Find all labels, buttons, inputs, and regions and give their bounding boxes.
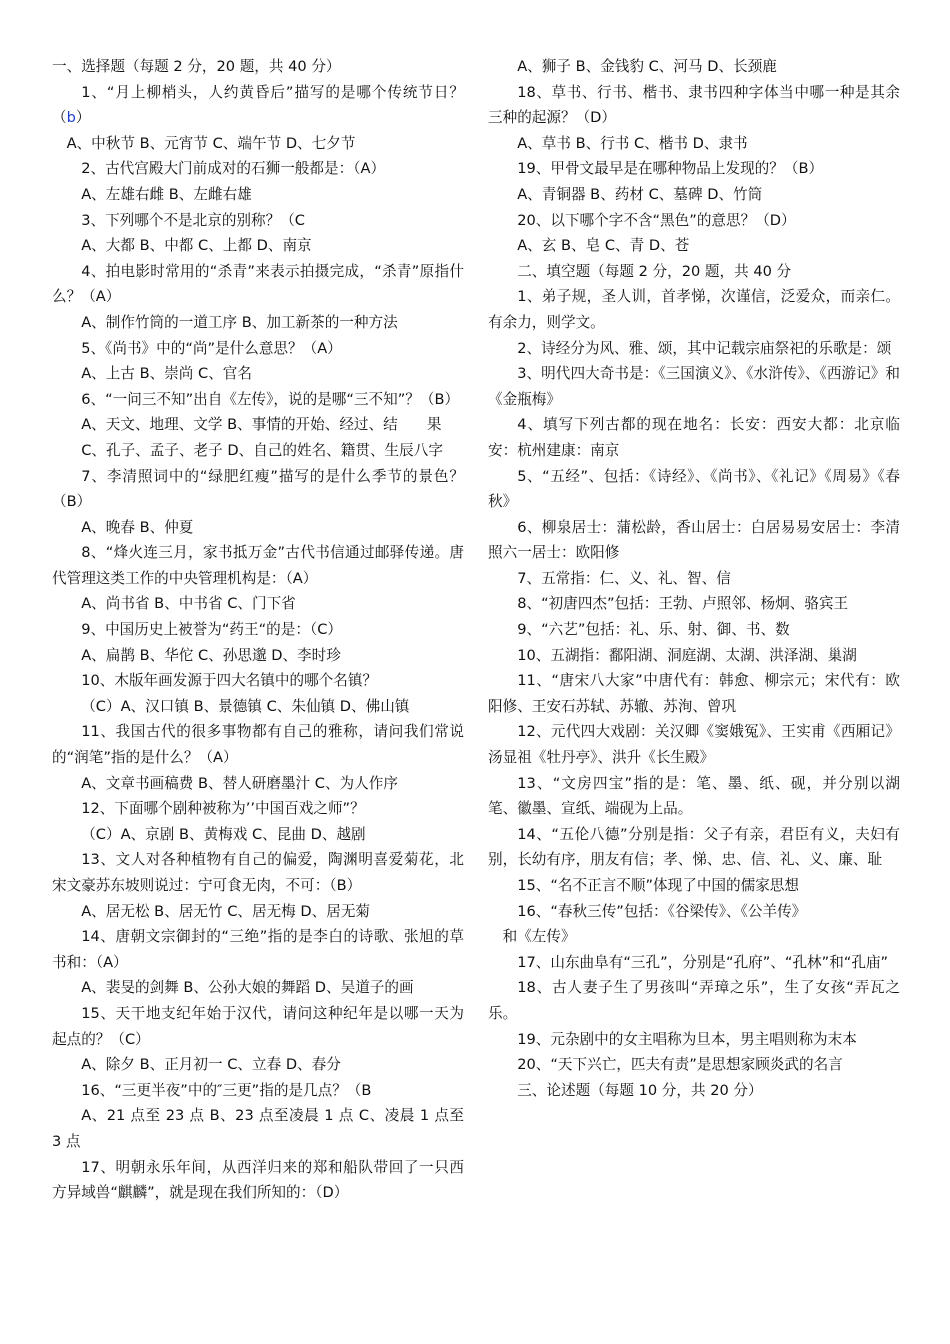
fill-2: 2、诗经分为风、雅、颂，其中记载宗庙祭祀的乐歌是：颂 <box>517 339 892 357</box>
fill-9: 9、“六艺”包括：礼、乐、射、御、书、数 <box>517 621 790 639</box>
fill-19: 19、元杂剧中的女主唱称为旦本，男主唱则称为末本 <box>517 1030 857 1048</box>
question-5: 5、《尚书》中的“尚”是什么意思？（A） <box>81 339 342 357</box>
question-1-answer: b <box>66 109 76 127</box>
question-13: 13、文人对各种植物有自己的偏爱，陶渊明喜爱菊花，北宋文豪苏东坡则说过：宁可食无肉，不可：（B） <box>52 851 464 894</box>
question-9-options: A、扁鹊 B、华佗 C、孙思邈 D、李时珍 <box>81 646 341 664</box>
question-8-options: A、尚书省 B、中书省 C、门下省 <box>81 595 296 613</box>
question-7: 7、李清照词中的“绿肥红瘦”描写的是什么季节的景色？（B） <box>52 467 464 511</box>
question-14-options: A、裴旻的剑舞 B、公孙大娘的舞蹈 D、吴道子的画 <box>81 979 414 997</box>
fill-14: 14、“五伦八德”分别是指：父子有亲，君臣有义，夫妇有别，长幼有序，朋友有信；孝、悌、忠、信、礼、义、廉、耻 <box>488 825 900 869</box>
fill-15: 15、“名不正言不顺”体现了中国的儒家思想 <box>517 877 799 894</box>
question-16-options: A、21 点至 23 点 B、23 点至凌晨 1 点 C、凌晨 1 点至 3 点 <box>52 1107 464 1150</box>
fill-11: 11、“唐宋八大家”中唐代有：韩愈、柳宗元；宋代有：欧阳修、王安石苏轼、苏辙、苏洵、曾巩 <box>488 672 900 715</box>
question-13-options: A、居无松 B、居无竹 C、居无梅 D、居无菊 <box>81 902 371 920</box>
fill-16-continued: 和《左传》 <box>502 928 576 946</box>
question-1-options: A、中秋节 B、元宵节 C、端午节 D、七夕节 <box>66 134 356 152</box>
question-4-options: A、制作竹筒的一道工序 B、加工新茶的一种方法 <box>81 313 398 331</box>
question-8: 8、“烽火连三月，家书抵万金”古代书信通过邮驿传递。唐代管理这类工作的中央管理机构是：（A） <box>52 544 464 587</box>
question-2-options: A、左雄右雌 B、左雌右雄 <box>81 185 252 203</box>
question-6-options-b: C、孔子、孟子、老子 D、自己的姓名、籍贯、生辰八字 <box>81 441 443 459</box>
fill-16: 16、“春秋三传”包括：《谷梁传》、《公羊传》 <box>517 902 807 920</box>
fill-13: 13、“文房四宝”指的是：笔、墨、纸、砚，并分别以湖笔、徽墨、宣纸、端砚为上品。 <box>488 774 900 818</box>
question-10-options: （C）A、汉口镇 B、景德镇 C、朱仙镇 D、佛山镇 <box>81 697 410 715</box>
question-6-options-a-text: A、天文、地理、文学 B、事情的开始、经过、结 <box>81 416 398 434</box>
question-19: 19、甲骨文最早是在哪种物品上发现的？（B） <box>517 160 824 178</box>
fill-12: 12、元代四大戏剧：关汉卿《窦娥冤》、王实甫《西厢记》汤显祖《牡丹亭》、洪升《长生殿》 <box>488 723 900 767</box>
question-11: 11、我国古代的很多事物都有自己的雅称，请问我们常说的“润笔”指的是什么？（A） <box>52 723 464 767</box>
fill-8: 8、“初唐四杰”包括：王勃、卢照邻、杨炯、骆宾王 <box>517 595 849 613</box>
fill-5: 5、“五经”、包括：《诗经》、《尚书》、《礼记》《周易》《春秋》 <box>488 467 900 511</box>
question-6: 6、“一问三不知”出自《左传》，说的是哪“三不知”？（B） <box>81 390 460 408</box>
question-2: 2、古代宫殿大门前成对的石狮一般都是：（A） <box>81 160 386 178</box>
section-3-title: 三、论述题（每题 10 分，共 20 分） <box>517 1081 763 1099</box>
question-20-options: A、玄 B、皂 C、青 D、苍 <box>517 237 690 255</box>
fill-6: 6、柳泉居士：蒲松龄，香山居士：白居易易安居士：李清照六一居士：欧阳修 <box>488 518 900 562</box>
question-4: 4、拍电影时常用的“杀青”来表示拍摄完成，“杀青”原指什么？（A） <box>52 262 464 306</box>
question-18: 18、草书、行书、楷书、隶书四种字体当中哪一种是其余三种的起源？（D） <box>488 83 900 127</box>
question-14: 14、唐朝文宗御封的“三绝”指的是李白的诗歌、张旭的草书和：（A） <box>52 928 464 971</box>
fill-1: 1、弟子规，圣人训，首孝悌，次谨信，泛爱众，而亲仁。有余力，则学文。 <box>488 288 900 331</box>
fill-7: 7、五常指：仁、义、礼、智、信 <box>517 569 731 587</box>
fill-3: 3、明代四大奇书是：《三国演义》、《水浒传》、《西游记》和《金瓶梅》 <box>488 365 900 408</box>
question-11-options: A、文章书画稿费 B、替人研磨墨汁 C、为人作序 <box>81 774 398 792</box>
question-1 <box>52 80 464 131</box>
right-column <box>488 54 900 1103</box>
question-1-text: 1、“月上柳梢头，人约黄昏后”描写的是哪个传统节日？（ <box>52 83 464 127</box>
question-12: 12、下面哪个剧种被称为’’中国百戏之师”？ <box>81 800 365 818</box>
question-12-options: （C）A、京剧 B、黄梅戏 C、昆曲 D、越剧 <box>81 825 366 843</box>
question-16: 16、“三更半夜”中的″三更”指的是几点？（B <box>81 1081 372 1099</box>
question-6-options-a-cut: 果 <box>426 416 442 434</box>
fill-18: 18、古人妻子生了男孩叫“弄璋之乐”，生了女孩“弄瓦之乐。 <box>488 979 900 1022</box>
fill-4: 4、填写下列古都的现在地名：长安：西安大都：北京临安：杭州建康：南京 <box>488 416 900 459</box>
question-18-options: A、草书 B、行书 C、楷书 D、隶书 <box>517 134 748 152</box>
question-15-options: A、除夕 B、正月初一 C、立春 D、春分 <box>81 1056 341 1074</box>
question-9: 9、中国历史上被誉为“药王“的是：（C） <box>81 621 342 639</box>
question-17-options: A、狮子 B、金钱豹 C、河马 D、长颈鹿 <box>517 58 777 75</box>
question-10: 10、木版年画发源于四大名镇中的哪个名镇？ <box>81 672 378 690</box>
question-6-options-a <box>52 412 464 438</box>
section-2-title: 二、填空题（每题 2 分，20 题，共 40 分 <box>517 262 792 280</box>
question-7-options: A、晚春 B、仲夏 <box>81 518 194 536</box>
question-3-options: A、大都 B、中都 C、上都 D、南京 <box>81 237 312 255</box>
question-3: 3、下列哪个不是北京的别称？（C <box>81 211 305 229</box>
question-15: 15、天干地支纪年始于汉代，请问这种纪年是以哪一天为起点的？（C） <box>52 1004 464 1048</box>
fill-10: 10、五湖指：鄱阳湖、洞庭湖、太湖、洪泽湖、巢湖 <box>517 646 857 664</box>
section-1-title: 一、选择题（每题 2 分，20 题，共 40 分） <box>52 58 341 75</box>
question-1-close: ） <box>75 109 91 127</box>
fill-20: 20、“天下兴亡，匹夫有责”是思想家顾炎武的名言 <box>517 1056 843 1074</box>
question-17: 17、明朝永乐年间，从西洋归来的郑和船队带回了一只西方异域兽“麒麟”，就是现在我们所知的：（D） <box>52 1158 464 1202</box>
fill-17: 17、山东曲阜有“三孔”，分别是“孔府”、“孔林”和“孔庙” <box>517 953 889 971</box>
question-19-options: A、青铜器 B、药材 C、墓碑 D、竹筒 <box>517 185 763 203</box>
question-5-options: A、上古 B、崇尚 C、官名 <box>81 365 252 383</box>
question-20: 20、以下哪个字不含“黑色”的意思？（D） <box>517 211 796 229</box>
left-column <box>52 54 464 1206</box>
